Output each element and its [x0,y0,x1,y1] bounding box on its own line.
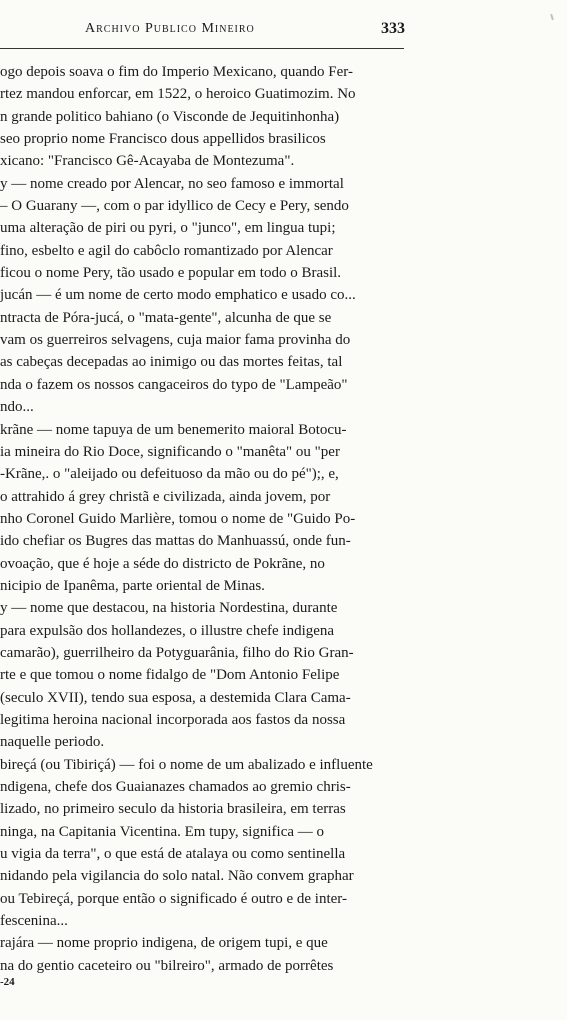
text-line: nidando pela vigilancia do solo natal. Não convem graphar [0,868,354,885]
text-line: camarão), guerrilheiro da Potyguarânia, filho do Rio Gran- [0,644,354,661]
text-line: ndo... [0,399,34,416]
text-line: -Krãne,. o "aleijado ou defeituoso da mão ou do pé");, e, [0,466,339,483]
text-line: nho Coronel Guido Marlière, tomou o nome de "Guido Po- [0,510,356,527]
signature-mark: -24 [0,976,15,988]
text-line: krãne — nome tapuya de um benemerito maioral Botocu- [0,421,347,438]
text-line: bireçá (ou Tibiriçá) — foi o nome de um abalizado e influente [0,756,373,773]
text-line: ntracta de Póra-jucá, o "mata-gente", alcunha de que se [0,309,332,326]
text-line: ficou o nome Pery, tão usado e popular em todo o Brasil. [0,265,342,282]
text-line: fino, esbelto e agil do cabôclo romantizado por Alencar [0,242,333,259]
text-line: legitima heroina nacional incorporada aos fastos da nossa [0,711,346,728]
page-header [0,21,567,47]
text-line: rajára — nome proprio indigena, de origem tupi, e que [0,935,328,952]
text-line: as cabeças decepadas ao inimigo ou das mortes feitas, tal [0,354,343,371]
text-line: (seculo XVII), tendo sua esposa, a destemida Clara Cama- [0,689,351,706]
text-line: ido chefiar os Bugres das mattas do Manhuassú, onde fun- [0,533,351,550]
text-line: vam os guerreiros selvagens, cuja maior fama provinha do [0,332,351,349]
text-line: n grande politico bahiano (o Visconde de Jequitinhonha) [0,108,340,125]
text-line: uma alteração de piri ou pyri, o "junco", em lingua tupi; [0,220,336,237]
text-line: ovoação, que é hoje a séde do districto de Pokrãne, no [0,555,325,572]
text-line: na do gentio caceteiro ou "bilreiro", armado de porrêtes [0,957,334,974]
text-line: u vigia da terra", o que está de atalaya ou como sentinella [0,846,346,863]
text-line: ninga, na Capitania Vicentina. Em tupy, significa — o [0,823,325,840]
text-line: rtez mandou enforcar, em 1522, o heroico Guatimozim. No [0,86,356,103]
body-text [0,61,410,977]
text-line: y — nome creado por Alencar, no seo famoso e immortal [0,175,344,192]
text-line: rte e que tomou o nome fidalgo de "Dom Antonio Felipe [0,667,340,684]
text-line: naquelle periodo. [0,734,105,751]
text-line: para expulsão dos hollandezes, o illustre chefe indigena [0,622,335,639]
header-rule [0,48,404,49]
text-line: fescenina... [0,913,68,930]
text-line: y — nome que destacou, na historia Nordestina, durante [0,600,338,617]
text-line: ogo depois soava o fim do Imperio Mexicano, quando Fer- [0,64,353,80]
text-line: o attrahido á grey christã e civilizada, ainda jovem, por [0,488,331,505]
text-line: jucán — é um nome de certo modo emphatico e usado co... [0,287,356,304]
text-line: ndigena, chefe dos Guaianazes chamados ao gremio chris- [0,779,351,795]
running-head: Archivo Publico Mineiro [85,21,255,36]
text-line: ou Tebireçá, porque então o significado é outro e de inter- [0,890,347,907]
text-line: seo proprio nome Francisco dous appellidos brasilicos [0,131,326,148]
page-number: 333 [381,20,405,37]
print-speck [550,14,554,20]
text-line: ia mineira do Rio Doce, significando o "manêta" ou "per [0,443,340,460]
text-line: nda o fazem os nossos cangaceiros do typo de "Lampeão" [0,376,348,393]
text-line: lizado, no primeiro seculo da historia brasileira, em terras [0,801,346,818]
text-line: nicipio de Ipanêma, parte oriental de Minas. [0,577,265,594]
text-line: xicano: "Francisco Gê-Acayaba de Montezuma". [0,153,295,170]
text-line: – O Guarany —, com o par idyllico de Cecy e Pery, sendo [0,198,349,215]
